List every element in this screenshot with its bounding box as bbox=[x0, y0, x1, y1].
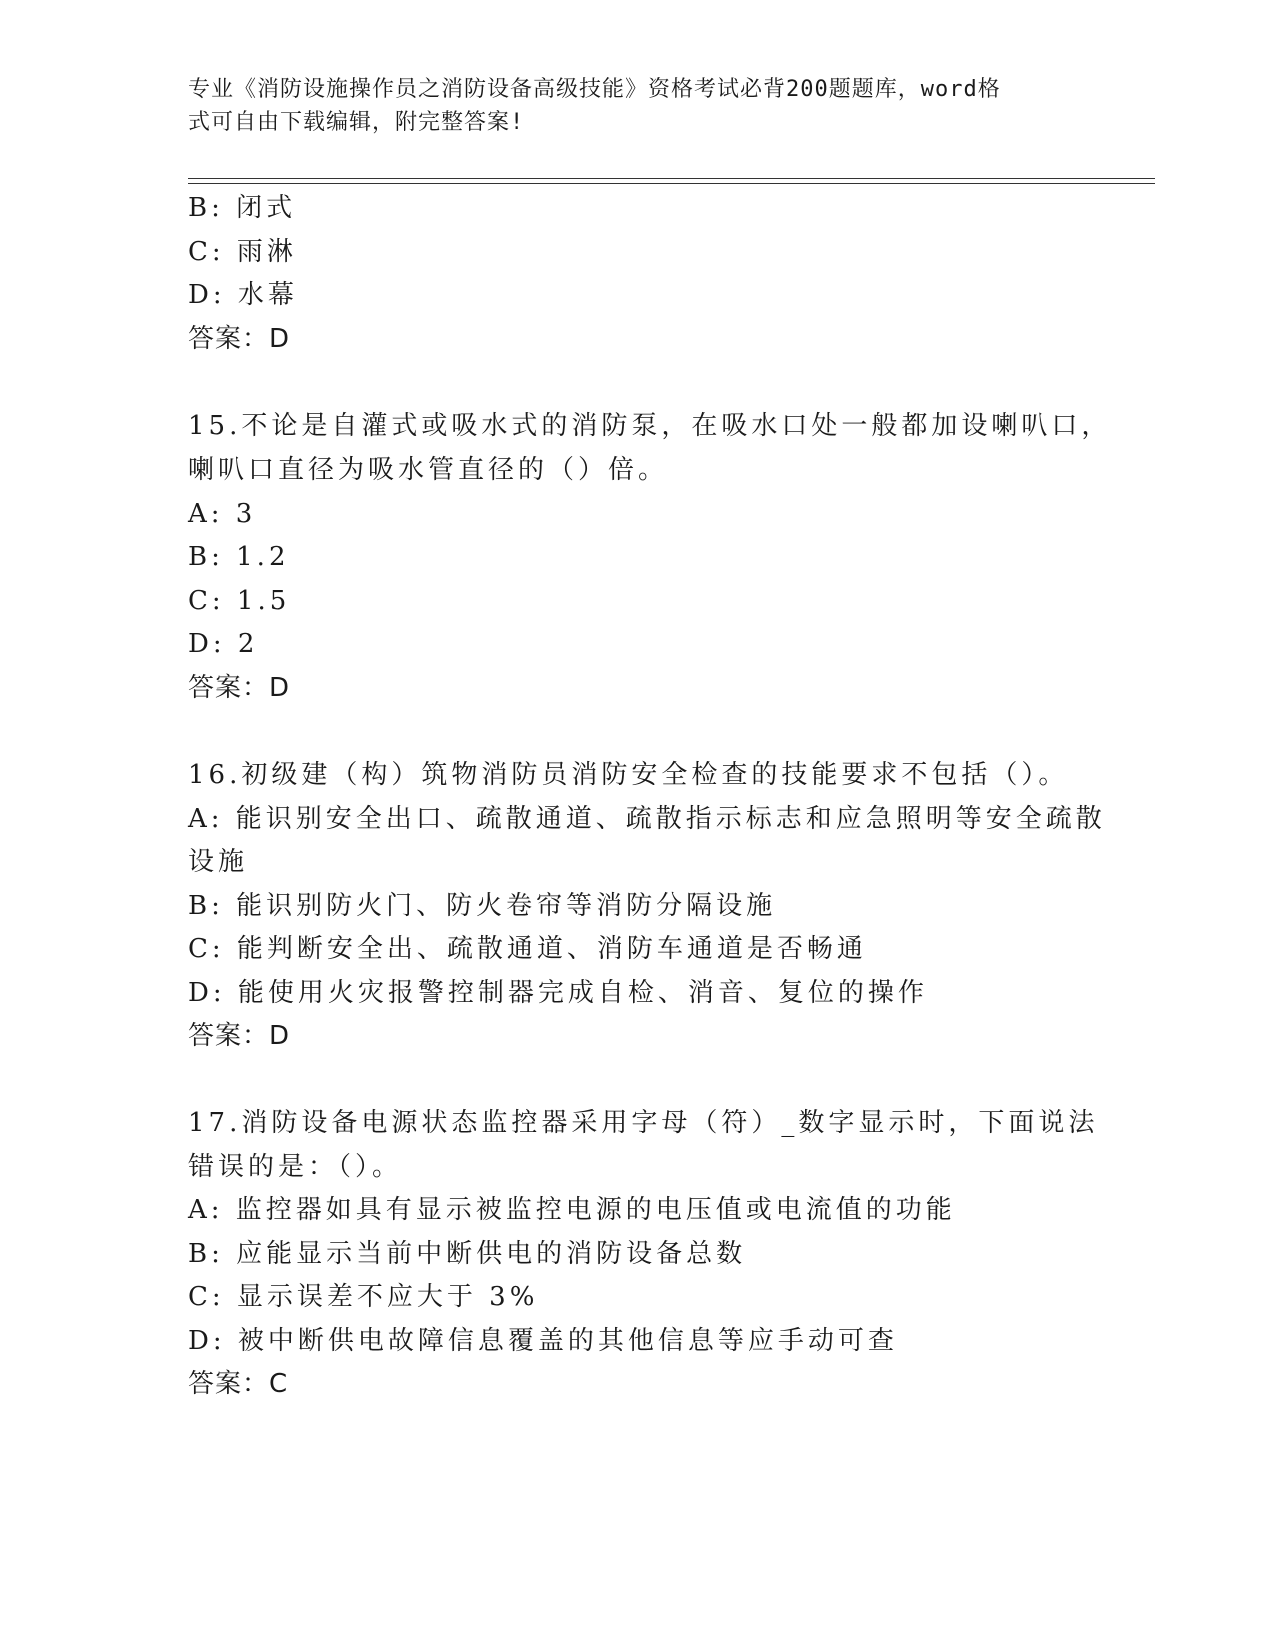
header-line-2: 式可自由下载编辑，附完整答案! bbox=[188, 110, 525, 135]
q16-option-c: C: 能判断安全出、疏散通道、消防车通道是否畅通 bbox=[188, 934, 867, 964]
q14-option-b: B: 闭式 bbox=[188, 193, 297, 223]
q17-option-b: B: 应能显示当前中断供电的消防设备总数 bbox=[188, 1239, 747, 1269]
q14-option-d: D: 水幕 bbox=[188, 280, 298, 310]
q14-answer: 答案：D bbox=[188, 324, 291, 354]
q17-option-d: D: 被中断供电故障信息覆盖的其他信息等应手动可查 bbox=[188, 1326, 898, 1356]
q15-option-a: A: 3 bbox=[188, 499, 257, 529]
document-header bbox=[188, 73, 1068, 139]
header-line-1: 专业《消防设施操作员之消防设备高级技能》资格考试必背200题题库，word格 bbox=[188, 77, 1001, 102]
q17-stem-line-2: 错误的是：（）。 bbox=[188, 1152, 403, 1182]
q16-option-d: D: 能使用火灾报警控制器完成自检、消音、复位的操作 bbox=[188, 978, 928, 1008]
q17-stem-line-1: 17.消防设备电源状态监控器采用字母（符）_数字显示时，下面说法 bbox=[188, 1108, 1099, 1138]
q16-stem: 16.初级建（构）筑物消防员消防安全检查的技能要求不包括（）。 bbox=[188, 760, 1069, 790]
q16-option-b: B: 能识别防火门、防火卷帘等消防分隔设施 bbox=[188, 891, 777, 921]
q16-option-a-line-2: 设施 bbox=[188, 847, 249, 877]
q16-option-a-line-1: A: 能识别安全出口、疏散通道、疏散指示标志和应急照明等安全疏散 bbox=[188, 804, 1106, 834]
q16-answer: 答案：D bbox=[188, 1021, 291, 1051]
q17-answer: 答案：C bbox=[188, 1369, 289, 1399]
q14-option-c: C: 雨淋 bbox=[188, 237, 297, 267]
q15-stem-line-1: 15.不论是自灌式或吸水式的消防泵，在吸水口处一般都加设喇叭口， bbox=[188, 411, 1112, 441]
header-divider bbox=[188, 178, 1155, 179]
q15-stem-line-2: 喇叭口直径为吸水管直径的（）倍。 bbox=[188, 455, 669, 485]
q17-option-a: A: 监控器如具有显示被监控电源的电压值或电流值的功能 bbox=[188, 1195, 956, 1225]
q15-option-c: C: 1.5 bbox=[188, 586, 291, 616]
header-divider-second bbox=[188, 183, 1155, 184]
q15-option-b: B: 1.2 bbox=[188, 542, 290, 572]
q15-option-d: D: 2 bbox=[188, 629, 259, 659]
q17-option-c: C: 显示误差不应大于 3% bbox=[188, 1282, 539, 1312]
q15-answer: 答案：D bbox=[188, 673, 291, 703]
